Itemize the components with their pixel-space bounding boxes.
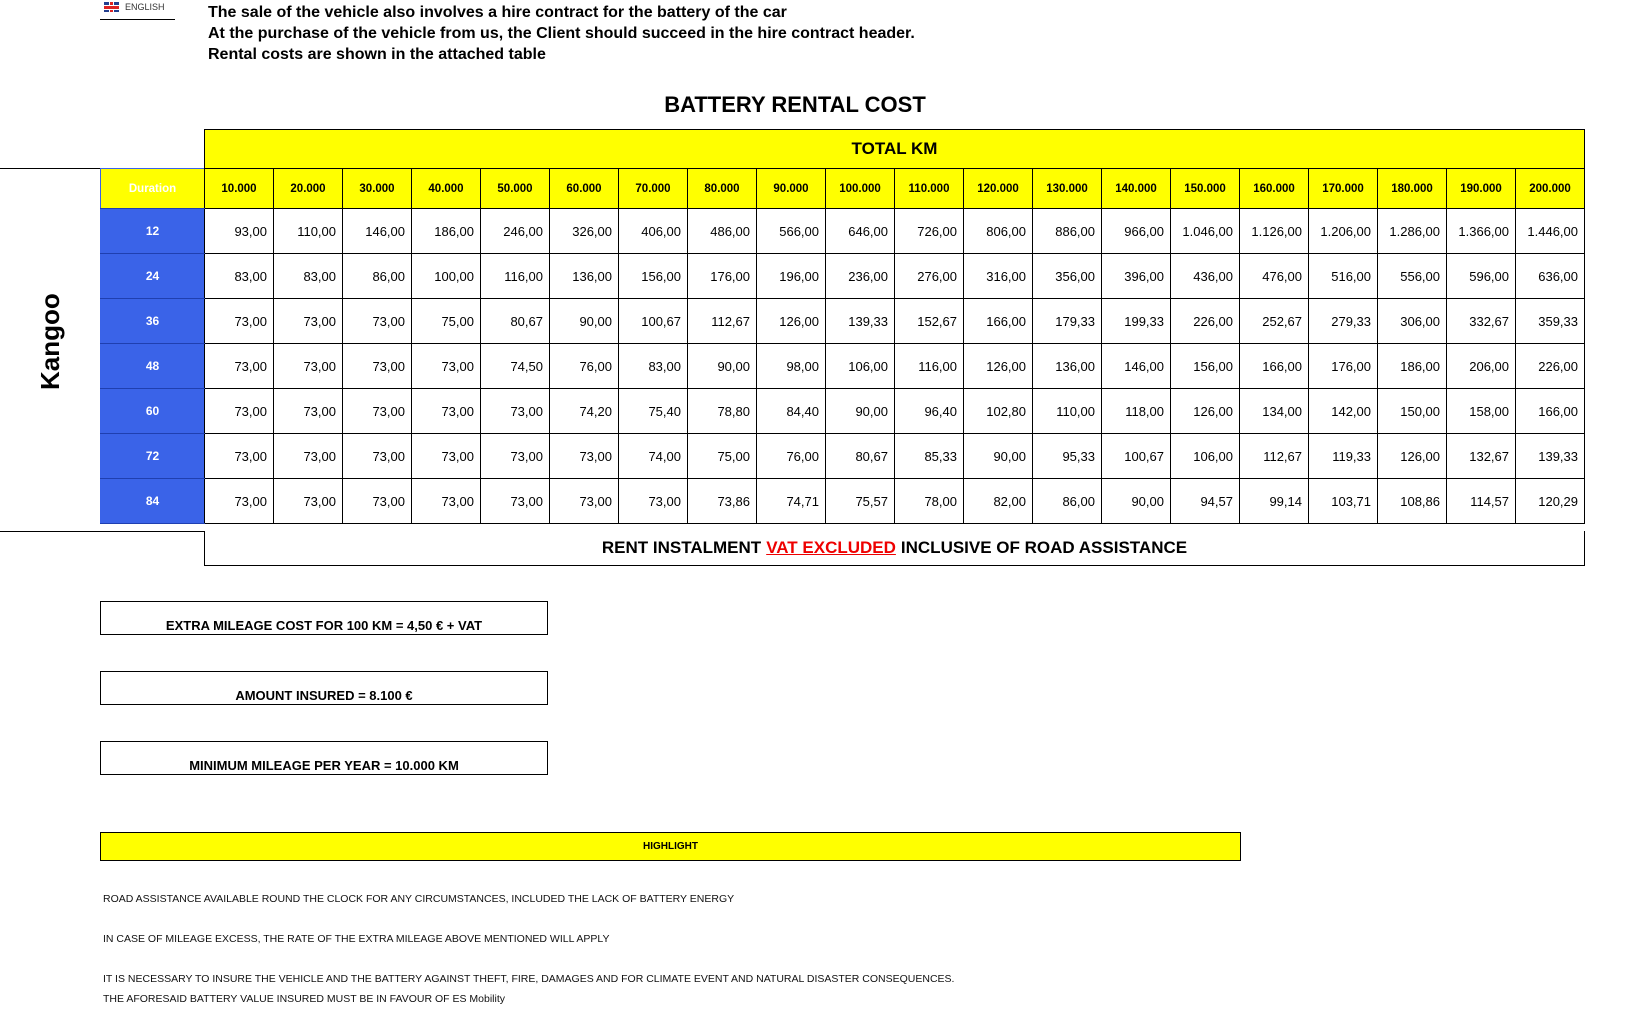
cost-cell: 176,00 bbox=[1309, 344, 1378, 389]
rental-cost-table bbox=[100, 168, 1585, 524]
cost-cell: 78,80 bbox=[688, 389, 757, 434]
cost-cell: 806,00 bbox=[964, 209, 1033, 254]
duration-cell: 36 bbox=[101, 299, 205, 344]
cost-cell: 116,00 bbox=[895, 344, 964, 389]
cost-cell: 73,00 bbox=[619, 479, 688, 524]
cost-cell: 73,00 bbox=[412, 479, 481, 524]
duration-cell: 84 bbox=[101, 479, 205, 524]
cost-cell: 96,40 bbox=[895, 389, 964, 434]
duration-cell: 12 bbox=[101, 209, 205, 254]
page-title: BATTERY RENTAL COST bbox=[664, 92, 926, 117]
cost-cell: 1.046,00 bbox=[1171, 209, 1240, 254]
cost-cell: 119,33 bbox=[1309, 434, 1378, 479]
cost-cell: 73,00 bbox=[343, 344, 412, 389]
model-label: Kangoo bbox=[35, 293, 65, 390]
footer-post: INCLUSIVE OF ROAD ASSISTANCE bbox=[900, 538, 1188, 557]
km-column-header: 90.000 bbox=[757, 169, 826, 209]
km-column-header: 40.000 bbox=[412, 169, 481, 209]
cost-cell: 90,00 bbox=[688, 344, 757, 389]
cost-cell: 112,67 bbox=[688, 299, 757, 344]
cost-cell: 396,00 bbox=[1102, 254, 1171, 299]
amount-insured-box: AMOUNT INSURED = 8.100 € bbox=[100, 671, 548, 705]
cost-cell: 206,00 bbox=[1447, 344, 1516, 389]
cost-cell: 966,00 bbox=[1102, 209, 1171, 254]
cost-cell: 126,00 bbox=[1378, 434, 1447, 479]
cost-cell: 73,00 bbox=[343, 389, 412, 434]
cost-cell: 73,00 bbox=[481, 389, 550, 434]
km-column-header: 180.000 bbox=[1378, 169, 1447, 209]
cost-cell: 179,33 bbox=[1033, 299, 1102, 344]
divider bbox=[0, 531, 204, 532]
cost-cell: 83,00 bbox=[619, 344, 688, 389]
km-column-header: 110.000 bbox=[895, 169, 964, 209]
km-column-header: 20.000 bbox=[274, 169, 343, 209]
minimum-mileage-box: MINIMUM MILEAGE PER YEAR = 10.000 KM bbox=[100, 741, 548, 775]
cost-cell: 646,00 bbox=[826, 209, 895, 254]
cost-cell: 74,50 bbox=[481, 344, 550, 389]
cost-cell: 106,00 bbox=[1171, 434, 1240, 479]
cost-cell: 196,00 bbox=[757, 254, 826, 299]
extra-mileage-box: EXTRA MILEAGE COST FOR 100 KM = 4,50 € + VAT bbox=[100, 601, 548, 635]
note: IT IS NECESSARY TO INSURE THE VEHICLE AND THE BATTERY AGAINST THEFT, FIRE, DAMAGES AND FOR CLIMATE EVENT AND NATURAL DISASTER CONSEQUENCES. bbox=[103, 973, 955, 985]
km-column-header: 60.000 bbox=[550, 169, 619, 209]
cost-cell: 95,33 bbox=[1033, 434, 1102, 479]
cost-cell: 246,00 bbox=[481, 209, 550, 254]
cost-cell: 90,00 bbox=[1102, 479, 1171, 524]
cost-cell: 73,00 bbox=[550, 479, 619, 524]
cost-cell: 84,40 bbox=[757, 389, 826, 434]
cost-cell: 226,00 bbox=[1516, 344, 1585, 389]
cost-cell: 142,00 bbox=[1309, 389, 1378, 434]
cost-cell: 132,67 bbox=[1447, 434, 1516, 479]
cost-cell: 146,00 bbox=[1102, 344, 1171, 389]
note: THE AFORESAID BATTERY VALUE INSURED MUST BE IN FAVOUR OF ES Mobility bbox=[103, 993, 505, 1005]
cost-cell: 83,00 bbox=[205, 254, 274, 299]
cost-cell: 1.286,00 bbox=[1378, 209, 1447, 254]
cost-cell: 83,00 bbox=[274, 254, 343, 299]
cost-cell: 136,00 bbox=[1033, 344, 1102, 389]
intro-line: Rental costs are shown in the attached table bbox=[208, 46, 546, 63]
cost-cell: 73,00 bbox=[412, 434, 481, 479]
cost-cell: 80,67 bbox=[481, 299, 550, 344]
cost-cell: 106,00 bbox=[826, 344, 895, 389]
cost-cell: 73,00 bbox=[412, 389, 481, 434]
km-column-header: 140.000 bbox=[1102, 169, 1171, 209]
cost-cell: 73,00 bbox=[205, 434, 274, 479]
cost-cell: 100,67 bbox=[619, 299, 688, 344]
table-footer bbox=[204, 531, 1585, 566]
cost-cell: 476,00 bbox=[1240, 254, 1309, 299]
cost-cell: 100,67 bbox=[1102, 434, 1171, 479]
table-row bbox=[101, 389, 1585, 434]
cost-cell: 73,00 bbox=[274, 434, 343, 479]
cost-cell: 102,80 bbox=[964, 389, 1033, 434]
cost-cell: 110,00 bbox=[1033, 389, 1102, 434]
cost-cell: 86,00 bbox=[1033, 479, 1102, 524]
cost-cell: 156,00 bbox=[1171, 344, 1240, 389]
language-selector[interactable] bbox=[104, 2, 165, 12]
km-column-header: 10.000 bbox=[205, 169, 274, 209]
cost-cell: 306,00 bbox=[1378, 299, 1447, 344]
header-row bbox=[101, 169, 1585, 209]
cost-cell: 316,00 bbox=[964, 254, 1033, 299]
cost-cell: 90,00 bbox=[826, 389, 895, 434]
cost-cell: 166,00 bbox=[1516, 389, 1585, 434]
cost-cell: 886,00 bbox=[1033, 209, 1102, 254]
table-row bbox=[101, 479, 1585, 524]
cost-cell: 146,00 bbox=[343, 209, 412, 254]
cost-cell: 73,00 bbox=[481, 434, 550, 479]
duration-cell: 72 bbox=[101, 434, 205, 479]
cost-cell: 85,33 bbox=[895, 434, 964, 479]
cost-cell: 186,00 bbox=[1378, 344, 1447, 389]
cost-cell: 176,00 bbox=[688, 254, 757, 299]
cost-cell: 139,33 bbox=[826, 299, 895, 344]
cost-cell: 73,00 bbox=[550, 434, 619, 479]
cost-cell: 252,67 bbox=[1240, 299, 1309, 344]
cost-cell: 118,00 bbox=[1102, 389, 1171, 434]
table-row bbox=[101, 209, 1585, 254]
intro-text bbox=[208, 2, 915, 65]
cost-cell: 406,00 bbox=[619, 209, 688, 254]
km-column-header: 130.000 bbox=[1033, 169, 1102, 209]
cost-cell: 226,00 bbox=[1171, 299, 1240, 344]
table-row bbox=[101, 434, 1585, 479]
cost-cell: 73,86 bbox=[688, 479, 757, 524]
cost-cell: 94,57 bbox=[1171, 479, 1240, 524]
cost-cell: 279,33 bbox=[1309, 299, 1378, 344]
km-column-header: 120.000 bbox=[964, 169, 1033, 209]
km-column-header: 190.000 bbox=[1447, 169, 1516, 209]
cost-cell: 199,33 bbox=[1102, 299, 1171, 344]
cost-cell: 636,00 bbox=[1516, 254, 1585, 299]
cost-cell: 1.206,00 bbox=[1309, 209, 1378, 254]
cost-cell: 276,00 bbox=[895, 254, 964, 299]
cost-cell: 76,00 bbox=[757, 434, 826, 479]
cost-cell: 75,00 bbox=[688, 434, 757, 479]
cost-cell: 108,86 bbox=[1378, 479, 1447, 524]
cost-cell: 139,33 bbox=[1516, 434, 1585, 479]
cost-cell: 73,00 bbox=[481, 479, 550, 524]
cost-cell: 73,00 bbox=[274, 344, 343, 389]
cost-cell: 73,00 bbox=[205, 344, 274, 389]
cost-cell: 73,00 bbox=[205, 479, 274, 524]
cost-cell: 114,57 bbox=[1447, 479, 1516, 524]
cost-cell: 326,00 bbox=[550, 209, 619, 254]
km-column-header: 50.000 bbox=[481, 169, 550, 209]
km-column-header: 30.000 bbox=[343, 169, 412, 209]
cost-cell: 75,00 bbox=[412, 299, 481, 344]
cost-cell: 82,00 bbox=[964, 479, 1033, 524]
cost-cell: 73,00 bbox=[274, 479, 343, 524]
cost-cell: 116,00 bbox=[481, 254, 550, 299]
cost-cell: 74,00 bbox=[619, 434, 688, 479]
cost-cell: 332,67 bbox=[1447, 299, 1516, 344]
cost-cell: 100,00 bbox=[412, 254, 481, 299]
km-column-header: 100.000 bbox=[826, 169, 895, 209]
cost-cell: 186,00 bbox=[412, 209, 481, 254]
cost-cell: 78,00 bbox=[895, 479, 964, 524]
cost-cell: 126,00 bbox=[964, 344, 1033, 389]
total-km-header: TOTAL KM bbox=[204, 129, 1585, 169]
cost-cell: 74,71 bbox=[757, 479, 826, 524]
km-column-header: 160.000 bbox=[1240, 169, 1309, 209]
cost-cell: 120,29 bbox=[1516, 479, 1585, 524]
cost-cell: 98,00 bbox=[757, 344, 826, 389]
cost-cell: 516,00 bbox=[1309, 254, 1378, 299]
vat-excluded-text: VAT EXCLUDED bbox=[766, 538, 896, 557]
cost-cell: 156,00 bbox=[619, 254, 688, 299]
table-row bbox=[101, 254, 1585, 299]
cost-cell: 112,67 bbox=[1240, 434, 1309, 479]
cost-cell: 486,00 bbox=[688, 209, 757, 254]
duration-header: Duration bbox=[101, 169, 205, 209]
cost-cell: 73,00 bbox=[274, 299, 343, 344]
cost-cell: 73,00 bbox=[343, 299, 412, 344]
cost-cell: 73,00 bbox=[343, 479, 412, 524]
cost-cell: 86,00 bbox=[343, 254, 412, 299]
language-underline bbox=[100, 19, 175, 20]
intro-line: At the purchase of the vehicle from us, the Client should succeed in the hire contract header. bbox=[208, 25, 915, 42]
note: IN CASE OF MILEAGE EXCESS, THE RATE OF THE EXTRA MILEAGE ABOVE MENTIONED WILL APPLY bbox=[103, 933, 610, 945]
cost-cell: 126,00 bbox=[1171, 389, 1240, 434]
cost-cell: 236,00 bbox=[826, 254, 895, 299]
cost-cell: 359,33 bbox=[1516, 299, 1585, 344]
cost-cell: 75,57 bbox=[826, 479, 895, 524]
cost-cell: 75,40 bbox=[619, 389, 688, 434]
km-column-header: 170.000 bbox=[1309, 169, 1378, 209]
km-column-header: 150.000 bbox=[1171, 169, 1240, 209]
note: ROAD ASSISTANCE AVAILABLE ROUND THE CLOCK FOR ANY CIRCUMSTANCES, INCLUDED THE LACK OF BATTERY ENERGY bbox=[103, 893, 735, 905]
cost-cell: 73,00 bbox=[205, 299, 274, 344]
duration-cell: 60 bbox=[101, 389, 205, 434]
cost-cell: 1.446,00 bbox=[1516, 209, 1585, 254]
intro-line: The sale of the vehicle also involves a hire contract for the battery of the car bbox=[208, 4, 787, 21]
cost-cell: 90,00 bbox=[550, 299, 619, 344]
cost-cell: 73,00 bbox=[343, 434, 412, 479]
cost-cell: 110,00 bbox=[274, 209, 343, 254]
cost-cell: 73,00 bbox=[412, 344, 481, 389]
km-column-header: 80.000 bbox=[688, 169, 757, 209]
uk-flag-icon bbox=[104, 2, 119, 12]
cost-cell: 726,00 bbox=[895, 209, 964, 254]
cost-cell: 566,00 bbox=[757, 209, 826, 254]
cost-cell: 73,00 bbox=[274, 389, 343, 434]
divider bbox=[0, 168, 100, 169]
table-row bbox=[101, 344, 1585, 389]
cost-cell: 73,00 bbox=[205, 389, 274, 434]
km-column-header: 70.000 bbox=[619, 169, 688, 209]
cost-cell: 76,00 bbox=[550, 344, 619, 389]
km-column-header: 200.000 bbox=[1516, 169, 1585, 209]
language-label: ENGLISH bbox=[125, 2, 165, 12]
cost-cell: 136,00 bbox=[550, 254, 619, 299]
cost-cell: 74,20 bbox=[550, 389, 619, 434]
cost-cell: 166,00 bbox=[964, 299, 1033, 344]
cost-cell: 90,00 bbox=[964, 434, 1033, 479]
cost-cell: 596,00 bbox=[1447, 254, 1516, 299]
duration-cell: 24 bbox=[101, 254, 205, 299]
cost-cell: 166,00 bbox=[1240, 344, 1309, 389]
cost-cell: 150,00 bbox=[1378, 389, 1447, 434]
footer-pre: RENT INSTALMENT bbox=[601, 538, 762, 557]
cost-cell: 93,00 bbox=[205, 209, 274, 254]
cost-cell: 134,00 bbox=[1240, 389, 1309, 434]
cost-cell: 152,67 bbox=[895, 299, 964, 344]
cost-cell: 1.366,00 bbox=[1447, 209, 1516, 254]
table-row bbox=[101, 299, 1585, 344]
cost-cell: 126,00 bbox=[757, 299, 826, 344]
cost-cell: 556,00 bbox=[1378, 254, 1447, 299]
cost-cell: 356,00 bbox=[1033, 254, 1102, 299]
cost-cell: 436,00 bbox=[1171, 254, 1240, 299]
cost-cell: 1.126,00 bbox=[1240, 209, 1309, 254]
highlight-bar: HIGHLIGHT bbox=[100, 832, 1241, 861]
cost-cell: 80,67 bbox=[826, 434, 895, 479]
cost-cell: 99,14 bbox=[1240, 479, 1309, 524]
duration-cell: 48 bbox=[101, 344, 205, 389]
cost-cell: 158,00 bbox=[1447, 389, 1516, 434]
cost-cell: 103,71 bbox=[1309, 479, 1378, 524]
